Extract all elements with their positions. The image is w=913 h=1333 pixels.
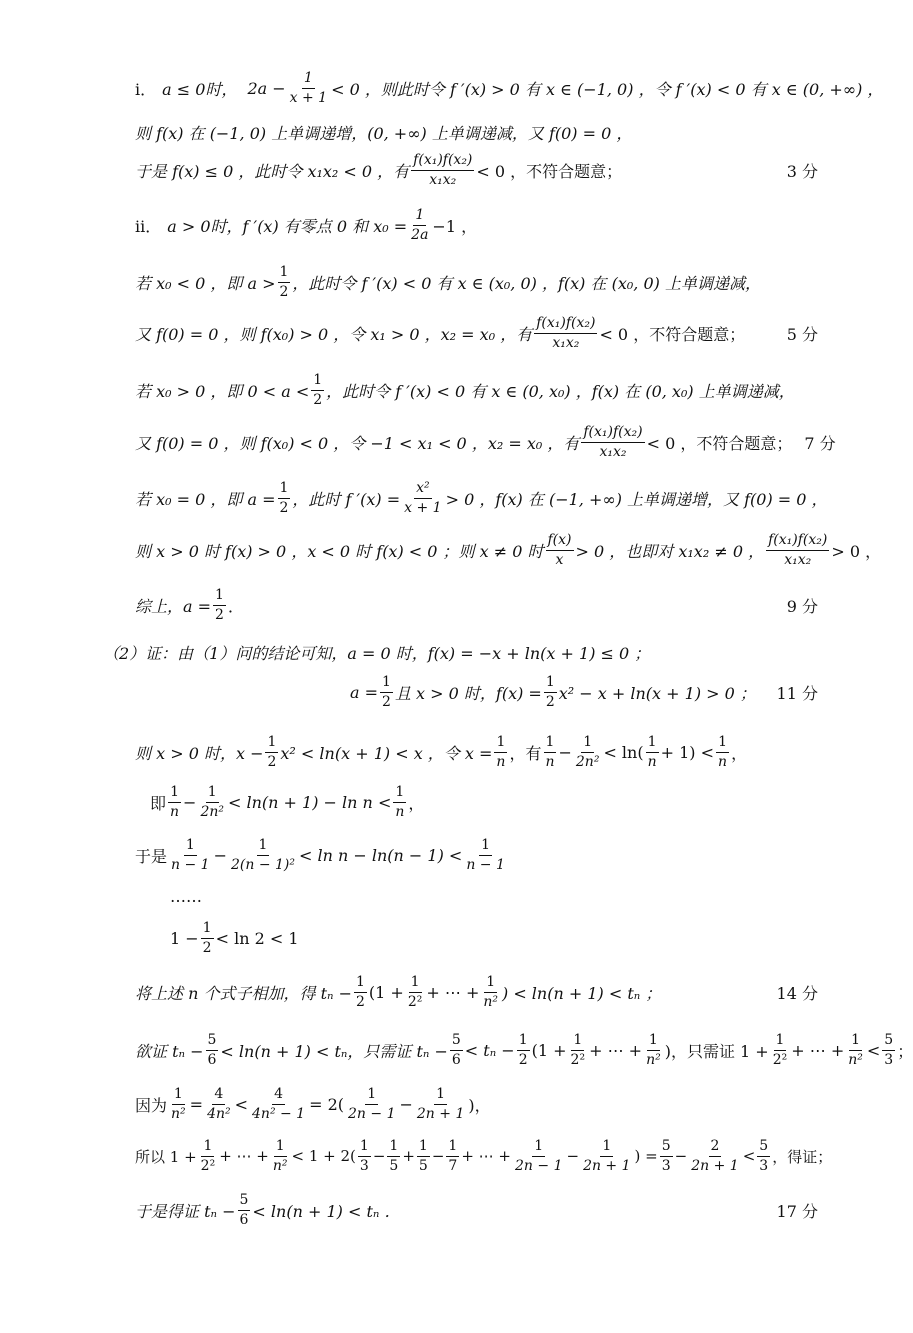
case-label: i． [135, 79, 157, 99]
score-label: 17 分 [776, 1201, 818, 1221]
fraction: $\frac{1}{2n - 1}$ [348, 1086, 396, 1122]
fraction: $\frac{1}{n}$ [545, 734, 555, 770]
fraction: $\frac{1}{2}$ [279, 264, 289, 300]
fraction: $\frac{\text{f(x₁)f(x₂)}}{\text{x₁x₂}}$ [768, 532, 828, 568]
fraction: $\frac{1}{3}$ [359, 1138, 369, 1174]
solution-line-12: （2）证：由（1）问的结论可知，a = 0 时，f(x) = −x + ln(x + 1) ≤ 0 ； [103, 643, 651, 663]
solution-line-19: 将上述 n 个式子相加，得 tₙ − $\frac{1}{2}$ (1 + $\frac{1}{\text{2²}}$ + ⋯ + $\frac{1}{\text{n²}}$ ) < ln(n + 1) < tₙ ； 14 分 [135, 974, 818, 1010]
score-label: 11 分 [776, 683, 818, 703]
fraction: $\frac{1}{5}$ [389, 1138, 399, 1174]
fraction: $\frac{1}{7}$ [448, 1138, 458, 1174]
solution-line-7: 若 x₀ > 0 ，即 0 < a < $\frac{1}{2}$ ，此时令 f ′(x) < 0 有 x ∈ (0, x₀) ，f(x) 在 (0, x₀) 上单调递减， [135, 372, 795, 408]
fraction: $\frac{1}{2n + 1}$ [416, 1086, 465, 1122]
solution-line-9: 若 x₀ = 0 ，即 a = $\frac{1}{2}$ ，此时 f ′(x) = $\frac{\text{x²}}{x + 1}$ > 0 ，f(x) 在 (−1, +∞) 上单调递增，又 f(0) = 0 ， [135, 480, 828, 516]
fraction: $\frac{2}{2n + 1}$ [691, 1138, 739, 1174]
fraction: $\frac{5}{3}$ [759, 1138, 769, 1174]
solution-line-17: …… [170, 886, 202, 906]
fraction: $\frac{1}{\text{n²}}$ [171, 1086, 186, 1122]
fraction: $\frac{5}{6}$ [207, 1032, 217, 1068]
fraction: $\frac{5}{6}$ [451, 1032, 461, 1068]
score-label: 3 分 [786, 161, 818, 181]
solution-line-14: 则 x > 0 时，x − $\frac{1}{2}$ x² < ln(x + 1) < x ，令 x = $\frac{1}{n}$ ，有 $\frac{1}{n}$ − $\frac{1}{\text{2n²}}$ < ln( $\frac{1}{n}$ + 1) < $\frac{1}{n}$ ， [135, 734, 748, 770]
fraction: $\frac{1}{n}$ [395, 784, 405, 820]
score-label: 7 分 [804, 433, 836, 453]
score-label: 14 分 [776, 983, 818, 1003]
fraction: $\frac{1}{2}$ [313, 372, 323, 408]
fraction: $\frac{1}{n}$ [718, 734, 728, 770]
fraction: $\frac{\text{f(x₁)f(x₂)}}{\text{x₁x₂}}$ [583, 424, 643, 460]
fraction: $\frac{5}{3}$ [884, 1032, 894, 1068]
score-label: 5 分 [786, 324, 818, 344]
fraction: $\frac{1}{2a}$ [411, 207, 429, 243]
case-label: ii． [135, 216, 162, 236]
fraction: $\frac{1}{n}$ [496, 734, 506, 770]
fraction: $\frac{5}{6}$ [239, 1192, 249, 1228]
fraction: $\frac{\text{x²}}{x + 1}$ [404, 480, 442, 516]
fraction: $\frac{\text{f(x₁)f(x₂)}}{\text{x₁x₂}}$ [413, 152, 473, 188]
fraction: $\frac{1}{\text{2²}}$ [200, 1138, 216, 1174]
fraction: $\frac{1}{2n - 1}$ [515, 1138, 563, 1174]
fraction: $\frac{1}{\text{2n²}}$ [200, 784, 224, 820]
fraction: $\frac{1}{\text{2n²}}$ [575, 734, 600, 770]
fraction: $\frac{1}{\text{n²}}$ [646, 1032, 661, 1068]
fraction: $\frac{1}{\text{2²}}$ [570, 1032, 586, 1068]
solution-line-5: 若 x₀ < 0 ，即 a > $\frac{1}{2}$ ，此时令 f ′(x) < 0 有 x ∈ (x₀, 0) ，f(x) 在 (x₀, 0) 上单调递减， [135, 264, 761, 300]
solution-line-11: 综上，a = $\frac{1}{2}$ ． 9 分 [135, 587, 818, 623]
fraction: $\frac{1}{5}$ [418, 1138, 428, 1174]
fraction: $\frac{1}{n}$ [170, 784, 180, 820]
solution-line-15: 即 $\frac{1}{n}$ − $\frac{1}{\text{2n²}}$ < ln(n + 1) − ln n < $\frac{1}{n}$ ， [150, 784, 425, 820]
fraction: $\frac{1}{2}$ [355, 974, 365, 1010]
fraction: $\frac{1}{2}$ [382, 674, 391, 710]
fraction: $\frac{1}{\text{n²}}$ [272, 1138, 288, 1174]
fraction: $\frac{1}{2}$ [545, 674, 555, 710]
solution-line-1: i． a ≤ 0时， 2a − $\frac{1}{x + 1}$ < 0 ，则此时令 f ′(x) > 0 有 x ∈ (−1, 0) ，令 f ′(x) < 0 有 x ∈ (0, +∞) ， [135, 70, 884, 106]
solution-line-21: 因为 $\frac{1}{\text{n²}}$ = $\frac{4}{\text{4n²}}$ < $\frac{4}{\text{4n² − 1}}$ = 2( $\frac{1}{2n - 1}$ − $\frac{1}{2n + 1}$ )， [135, 1086, 491, 1122]
fraction: $\frac{\text{f(x₁)f(x₂)}}{\text{x₁x₂}}$ [536, 315, 596, 351]
fraction: $\frac{1}{\text{2(n − 1)²}}$ [230, 837, 295, 873]
score-label: 9 分 [786, 596, 818, 616]
solution-line-13: a = $\frac{1}{2}$ 且 x > 0 时，f(x) = $\frac{1}{2}$ x² − x + ln(x + 1) > 0 ； 11 分 [350, 674, 818, 710]
fraction: $\frac{1}{2}$ [202, 920, 212, 956]
fraction: $\frac{1}{\text{2²}}$ [407, 974, 423, 1010]
fraction: $\frac{1}{n}$ [647, 734, 657, 770]
solution-line-20: 欲证 tₙ − $\frac{5}{6}$ < ln(n + 1) < tₙ，只需证 tₙ − $\frac{5}{6}$ < tₙ − $\frac{1}{2}$ (1 + $\frac{1}{\text{2²}}$ + ⋯ + $\frac{1}{\text{n²}}$ )，只需证 1 + $\frac{1}{\text{2²}}$ + ⋯ + $\frac{1}{\text{n²}}$ < $\frac{5}{3}$ ； [135, 1032, 913, 1068]
solution-line-22: 所以 1 + $\frac{1}{\text{2²}}$ + ⋯ + $\frac{1}{\text{n²}}$ < 1 + 2( $\frac{1}{3}$ − $\frac{1}{5}$ + $\frac{1}{5}$ − $\frac{1}{7}$ + ⋯ + $\frac{1}{2n - 1}$ − $\frac{1}{2n + 1}$ ) = $\frac{5}{3}$ − $\frac{2}{2n + 1}$ < $\frac{5}{3}$ ，得证； [135, 1138, 833, 1174]
fraction: $\frac{1}{n - 1}$ [171, 837, 210, 873]
fraction: $\frac{1}{2}$ [518, 1032, 528, 1068]
fraction: $\frac{4}{\text{4n² − 1}}$ [252, 1086, 306, 1122]
fraction: $\frac{1}{\text{2²}}$ [772, 1032, 788, 1068]
solution-line-10: 则 x > 0 时 f(x) > 0 ，x < 0 时 f(x) < 0 ；则 x ≠ 0 时 $\frac{f(x)}{x}$ > 0 ，也即对 x₁x₂ ≠ 0 ， $\frac{\text{f(x₁)f(x₂)}}{\text{x₁x₂}}$ > 0 ， [135, 532, 882, 568]
solution-line-23: 于是得证 tₙ − $\frac{5}{6}$ < ln(n + 1) < tₙ ． 17 分 [135, 1192, 818, 1228]
fraction: $\frac{f(x)}{x}$ [547, 532, 572, 568]
fraction: $\frac{1}{2}$ [215, 587, 224, 623]
fraction: $\frac{1}{n - 1}$ [466, 837, 505, 873]
fraction: $\frac{1}{2}$ [267, 734, 277, 770]
fraction: $\frac{1}{2n + 1}$ [583, 1138, 631, 1174]
solution-line-6: 又 f(0) = 0 ，则 f(x₀) > 0 ，令 x₁ > 0 ，x₂ = x₀ ，有 $\frac{\text{f(x₁)f(x₂)}}{\text{x₁x₂}}$ < 0 ，不符合题意； 5 分 [135, 315, 818, 351]
solution-line-4: ii． a > 0时，f ′(x) 有零点 0 和 x₀ = $\frac{1}{2a}$ −1 ， [135, 207, 478, 243]
solution-line-3: 于是 f(x) ≤ 0 ，此时令 x₁x₂ < 0 ，有 $\frac{\text{f(x₁)f(x₂)}}{\text{x₁x₂}}$ < 0 ，不符合题意； 3 分 [135, 152, 818, 188]
solution-line-16: 于是 $\frac{1}{n - 1}$ − $\frac{1}{\text{2(n − 1)²}}$ < ln n − ln(n − 1) < $\frac{1}{n - 1}$ [135, 837, 505, 873]
fraction: $\frac{1}{2}$ [279, 480, 289, 516]
fraction: $\frac{4}{\text{4n²}}$ [207, 1086, 231, 1122]
fraction: $\frac{1}{\text{n²}}$ [483, 974, 498, 1010]
solution-line-8: 又 f(0) = 0 ，则 f(x₀) < 0 ，令 −1 < x₁ < 0 ，x₂ = x₀ ，有 $\frac{\text{f(x₁)f(x₂)}}{\text{x₁x₂}}$ < 0 ，不符合题意； 7 分 [135, 424, 836, 460]
solution-line-2: 则 f(x) 在 (−1, 0) 上单调递增，(0, +∞) 上单调递减，又 f(0) = 0 ， [135, 123, 633, 143]
solution-line-18: 1 − $\frac{1}{2}$ < ln 2 < 1 [170, 920, 299, 956]
fraction: $\frac{1}{\text{n²}}$ [848, 1032, 863, 1068]
fraction: $\frac{1}{x + 1}$ [289, 70, 328, 106]
fraction: $\frac{5}{3}$ [661, 1138, 671, 1174]
